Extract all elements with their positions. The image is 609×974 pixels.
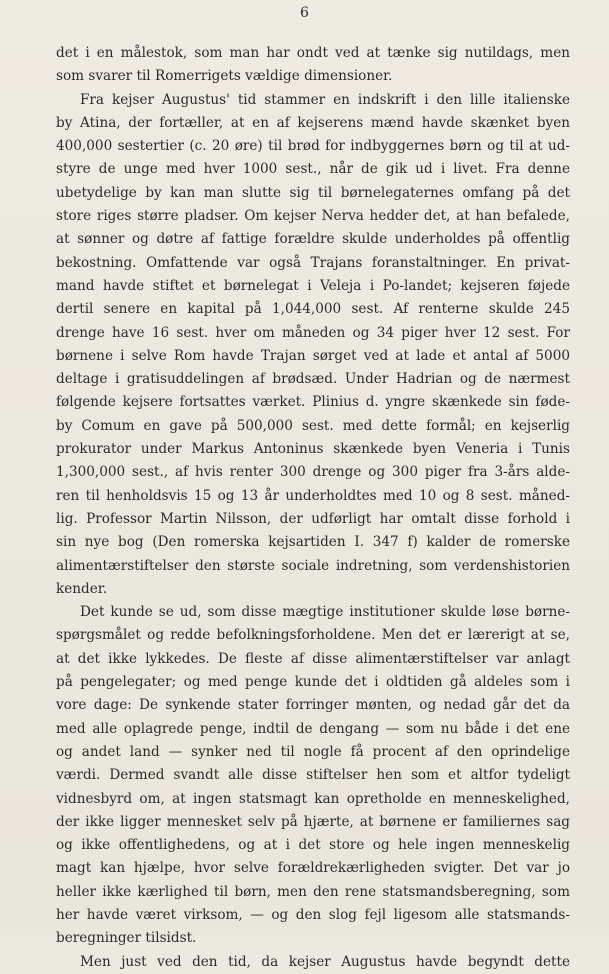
text-line: Men just ved den tid, da kejser Augustus havde begyndt dette — [80, 953, 570, 970]
text-line: og andet land — synker ned til nogle få procent af den oprindelige — [56, 743, 570, 760]
text-line: det i en målestok, som man har ondt ved at tænke sig nutildags, men — [56, 45, 570, 61]
text-line: prokurator under Markus Antoninus skænkede byen Veneria i Tunis — [56, 441, 570, 458]
text-line: børnene i selve Rom havde Trajan sørget ved at lade et antal af 5000 — [56, 347, 570, 364]
text-line: alimentærstiftelser den største sociale indretning, som verdenshistorien — [56, 557, 570, 574]
text-line: værdi. Dermed svandt alle disse stiftelser hen som et altfor tydeligt — [56, 767, 570, 784]
text-line: heller ikke kærlighed til børn, men den rene statsmandsberegning, som — [56, 883, 570, 900]
text-line: magt kan hjælpe, hvor selve forældrekærligheden svigter. Det var jo — [56, 860, 570, 877]
body-text — [56, 42, 570, 974]
text-line: drenge have 16 sest. hver om måneden og 34 piger hver 12 sest. For — [56, 324, 570, 341]
text-line: kender. — [56, 580, 108, 597]
text-line: styre de unge med hver 1000 sest., når de gik ud i livet. Fra denne — [56, 161, 570, 178]
text-line: med alle oplagrede penge, indtil de dengang — som nu både i det ene — [56, 720, 570, 737]
text-line: dertil senere en kapital på 1,044,000 sest. Af renterne skulde 245 — [56, 301, 570, 318]
text-line: 400,000 sestertier (c. 20 øre) til brød for indbyggernes børn og til at ud- — [56, 138, 570, 155]
text-line: Det kunde se ud, som disse mægtige institutioner skulde løse børne- — [80, 604, 570, 621]
text-line: her havde været virksom, — og den slog fejl ligesom alle statsmands- — [56, 906, 570, 923]
text-line: Fra kejser Augustus' tid stammer en indskrift i den lille italienske — [80, 91, 570, 108]
text-line: deltage i gratisuddelingen af brødsæd. Under Hadrian og de nærmest — [56, 371, 570, 388]
text-line: ren til henholdsvis 15 og 13 år underholdtes med 10 og 8 sest. måned- — [56, 487, 570, 504]
text-line: by Comum en gave på 500,000 sest. med dette formål; en kejserlig — [56, 417, 570, 434]
text-line: sin nye bog (Den romerska kejsartiden I. 347 f) kalder de romerske — [56, 534, 570, 551]
text-line: 1,300,000 sest., af hvis renter 300 drenge og 300 piger fra 3-års alde- — [56, 464, 570, 481]
text-line: på pengelegater; og med penge kunde det i oldtiden gå aldeles som i — [56, 674, 570, 691]
text-line: beregninger tilsidst. — [56, 930, 197, 947]
text-line: vore dage: De synkende stater forringer mønten, og nedad går det da — [56, 697, 570, 714]
text-line: spørgsmålet og redde befolkningsforholdene. Men det er lærerigt at se, — [56, 627, 570, 644]
text-line: der ikke ligger mennesket selv på hjærte, at børnene er familiernes sag — [56, 813, 570, 830]
text-line: vidnesbyrd om, at ingen statsmagt kan opretholde en menneskelighed, — [56, 790, 570, 807]
text-line: lig. Professor Martin Nilsson, der udførligt har omtalt disse forhold i — [56, 510, 570, 527]
text-line: ubetydelige by kan man slutte sig til børnelegaternes omfang på det — [56, 184, 570, 201]
text-line: bekostning. Omfattende var også Trajans foranstaltninger. En privat- — [56, 254, 570, 271]
page-number: 6 — [300, 5, 309, 21]
text-line: følgende kejsere fortsattes værket. Plinius d. yngre skænkede sin føde- — [56, 394, 570, 411]
text-line: by Atina, der fortæller, at en af kejserens mænd havde skænket byen — [56, 114, 570, 131]
text-line: mand havde stiftet et børnelegat i Veleja i Po-landet; kejseren føjede — [56, 277, 570, 294]
text-line: store riges større pladser. Om kejser Nerva hedder det, at han befalede, — [56, 208, 570, 225]
text-line: og ikke offentlighedens, og at i det store og hele ingen menneskelig — [56, 837, 570, 854]
text-line: som svarer til Romerrigets vældige dimensioner. — [56, 68, 393, 85]
text-line: at sønner og døtre af fattige forældre skulde underholdes på offentlig — [56, 231, 570, 248]
text-line: at det ikke lykkedes. De fleste af disse alimentærstiftelser var anlagt — [56, 650, 570, 667]
